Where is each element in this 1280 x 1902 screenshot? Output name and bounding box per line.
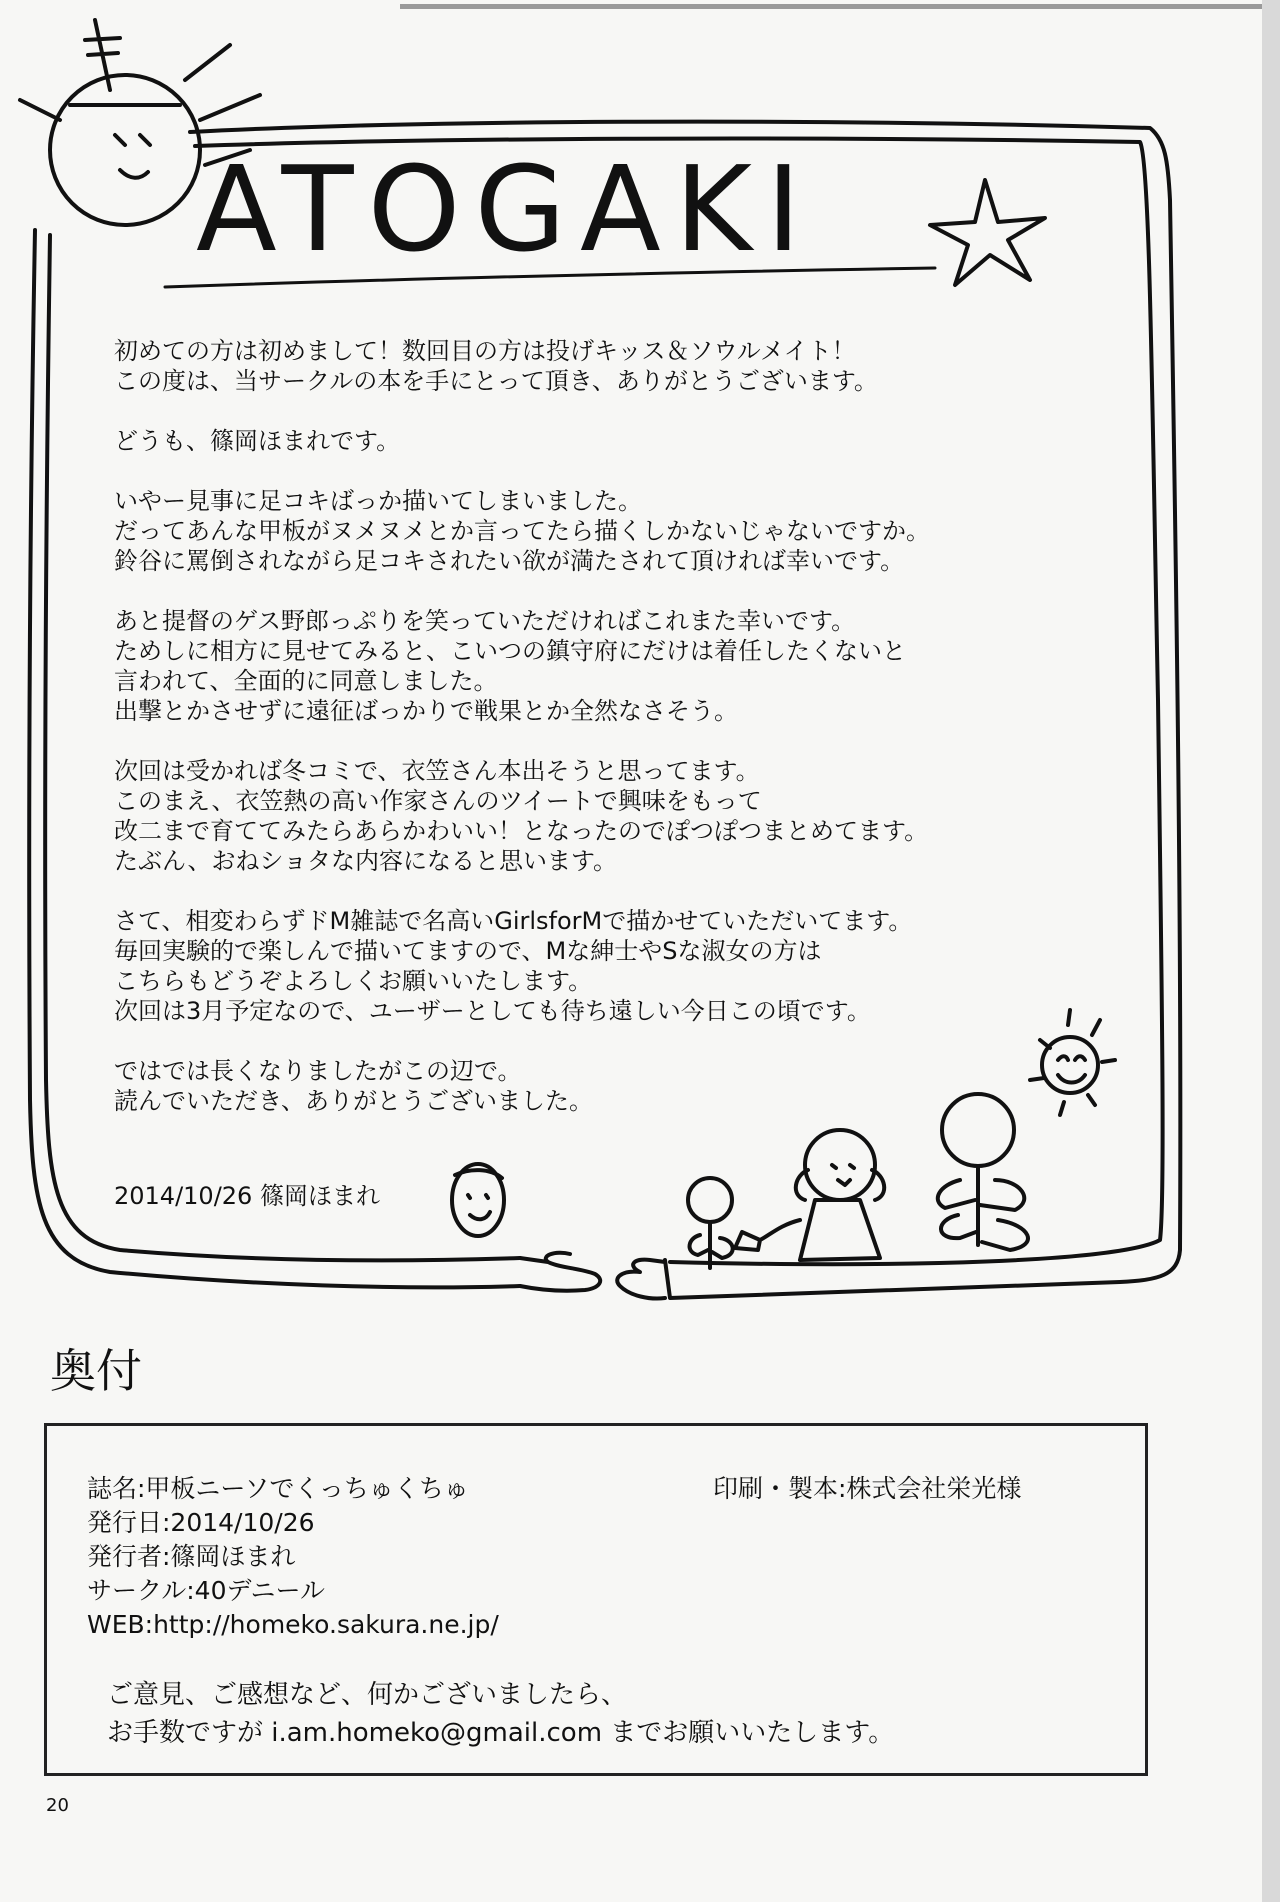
letter-line: いやー見事に足コキばっか描いてしまいました。 (114, 487, 642, 515)
hand-right (617, 1260, 665, 1299)
letter-line: 改二まで育ててみたらあらかわいい！となったのでぽつぽつまとめてます。 (114, 817, 929, 845)
contact-note (107, 1676, 894, 1752)
letter-line: このまえ、衣笠熱の高い作家さんのツイートで興味をもって (114, 787, 762, 815)
letter-line: 次回は受かれば冬コミで、衣笠さん本出そうと思ってます。 (114, 757, 760, 785)
star-doodle (930, 180, 1045, 285)
publication-info (87, 1472, 499, 1642)
info-circle: サークル:40デニール (87, 1576, 325, 1605)
printing-info: 印刷・製本:株式会社栄光様 (713, 1474, 1022, 1503)
page-title: ATOGAKI (196, 140, 815, 278)
letter-line: 次回は3月予定なので、ユーザーとしても待ち遠しい今日この頃です。 (114, 997, 871, 1025)
colophon-heading: 奥付 (50, 1344, 142, 1398)
info-date: 発行日:2014/10/26 (87, 1508, 315, 1537)
colophon-box (44, 1423, 1148, 1776)
page-number: 20 (46, 1795, 69, 1816)
letter-paragraph (114, 426, 1104, 456)
letter-line: だってあんな甲板がヌメヌメとか言ってたら描くしかないじゃないですか。 (114, 517, 930, 545)
letter-line: 鈴谷に罵倒されながら足コキされたい欲が満たされて頂ければ幸いです。 (114, 547, 905, 575)
letter-line: 出撃とかさせずに遠征ばっかりで戦果とか全然なさそう。 (114, 697, 738, 725)
letter-line: 初めての方は初めまして！数回目の方は投げキッス＆ソウルメイト！ (114, 337, 856, 365)
letter-line: この度は、当サークルの本を手にとって頂き、ありがとうございます。 (114, 367, 878, 395)
letter-line: あと提督のゲス野郎っぷりを笑っていただければこれまた幸いです。 (114, 607, 856, 635)
letter-paragraph (114, 486, 1104, 576)
letter-line: さて、相変わらずドM雑誌で名高いGirlsforMで描かせていただいてます。 (114, 907, 913, 935)
letter-paragraph (114, 336, 1104, 396)
letter-line: どうも、篠岡ほまれです。 (114, 427, 401, 455)
afterword-letter (114, 336, 1104, 1146)
letter-signature: 2014/10/26 篠岡ほまれ (114, 1182, 380, 1210)
letter-line: 読んでいただき、ありがとうございました。 (114, 1087, 594, 1115)
hand-left (520, 1253, 600, 1291)
contact-line: ご意見、ご感想など、何かございましたら、 (107, 1680, 628, 1710)
info-title: 誌名:甲板ニーソでくっちゅくちゅ (87, 1474, 469, 1503)
sunflower-sketch-small (688, 1178, 732, 1222)
sun-face-sketch (50, 75, 200, 225)
info-website: WEB:http://homeko.sakura.ne.jp/ (87, 1610, 499, 1639)
letter-line: こちらもどうぞよろしくお願いいたします。 (114, 967, 593, 995)
letter-paragraph (114, 906, 1104, 1026)
letter-line: ではでは長くなりましたがこの辺で。 (114, 1057, 522, 1085)
letter-paragraph (114, 1056, 1104, 1116)
letter-line: ためしに相方に見せてみると、こいつの鎮守府にだけは着任したくないと (114, 637, 906, 665)
letter-paragraph (114, 756, 1104, 876)
letter-line: 毎回実験的で楽しんで描いてますので、Mな紳士やSな淑女の方は (114, 937, 822, 965)
letter-paragraph (114, 606, 1104, 726)
info-publisher: 発行者:篠岡ほまれ (87, 1542, 296, 1571)
letter-line: 言われて、全面的に同意しました。 (114, 667, 498, 695)
letter-line: たぶん、おねショタな内容になると思います。 (114, 847, 618, 875)
contact-line: お手数ですが i.am.homeko@gmail.com までお願いいたします。 (107, 1718, 895, 1748)
